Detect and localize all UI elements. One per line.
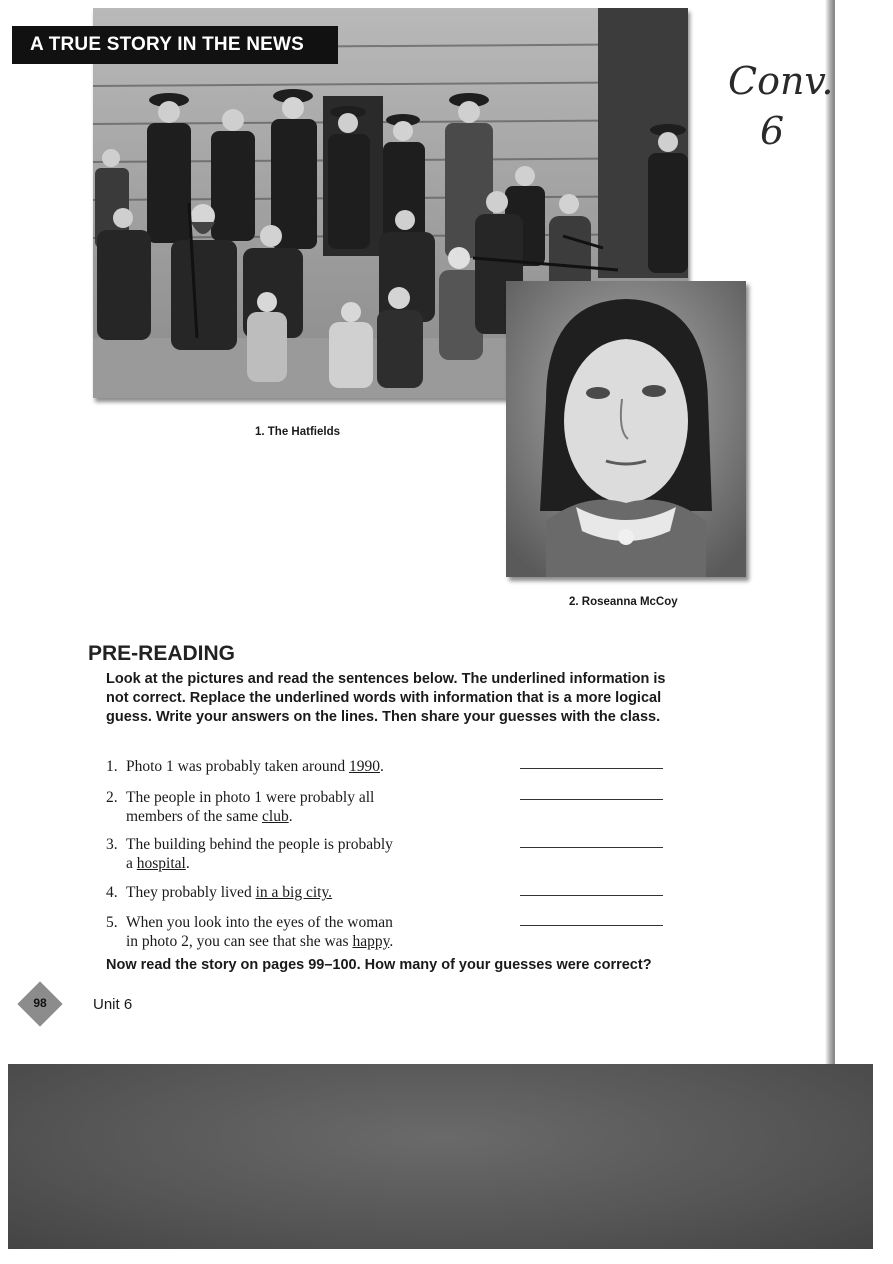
scan-background xyxy=(8,1064,873,1249)
portrait-illustration xyxy=(506,281,746,577)
page-number: 98 xyxy=(33,996,47,1010)
page-edge-line xyxy=(833,0,835,1064)
handwritten-note-line1: Conv. xyxy=(728,59,834,103)
unit-label: Unit 6 xyxy=(93,996,133,1013)
answer-line-2[interactable] xyxy=(520,799,663,800)
answer-line-3[interactable] xyxy=(520,847,663,848)
photo2-caption: 2. Roseanna McCoy xyxy=(569,596,678,608)
story-banner: A TRUE STORY IN THE NEWS xyxy=(12,26,338,64)
pre-reading-title: PRE-READING xyxy=(88,642,236,665)
closing-instruction: Now read the story on pages 99–100. How many of your guesses were correct? xyxy=(106,957,652,973)
question-item-1: 1. Photo 1 was probably taken around 1990. xyxy=(106,758,384,775)
answer-line-5[interactable] xyxy=(520,925,663,926)
question-item-5: 5. When you look into the eyes of the woman in photo 2, you can see that she was happy. xyxy=(106,914,394,950)
scan-margin xyxy=(835,0,893,1064)
answer-line-1[interactable] xyxy=(520,768,663,769)
question-item-3: 3. The building behind the people is probably a hospital. xyxy=(106,836,393,872)
handwritten-note-line2: 6 xyxy=(760,109,785,153)
answer-line-4[interactable] xyxy=(520,895,663,896)
question-item-4: 4. They probably lived in a big city. xyxy=(106,884,333,901)
photo-roseanna-mccoy xyxy=(506,281,746,577)
pre-reading-instructions: Look at the pictures and read the sentences below. The underlined information is not correct. Replace the underlined words with information that is a more logical guess. Write your answers on the lines. Then share your guesses with the class. xyxy=(106,671,666,725)
photo1-caption: 1. The Hatfields xyxy=(255,426,340,438)
question-item-2: 2. The people in photo 1 were probably all members of the same club. xyxy=(106,789,375,825)
